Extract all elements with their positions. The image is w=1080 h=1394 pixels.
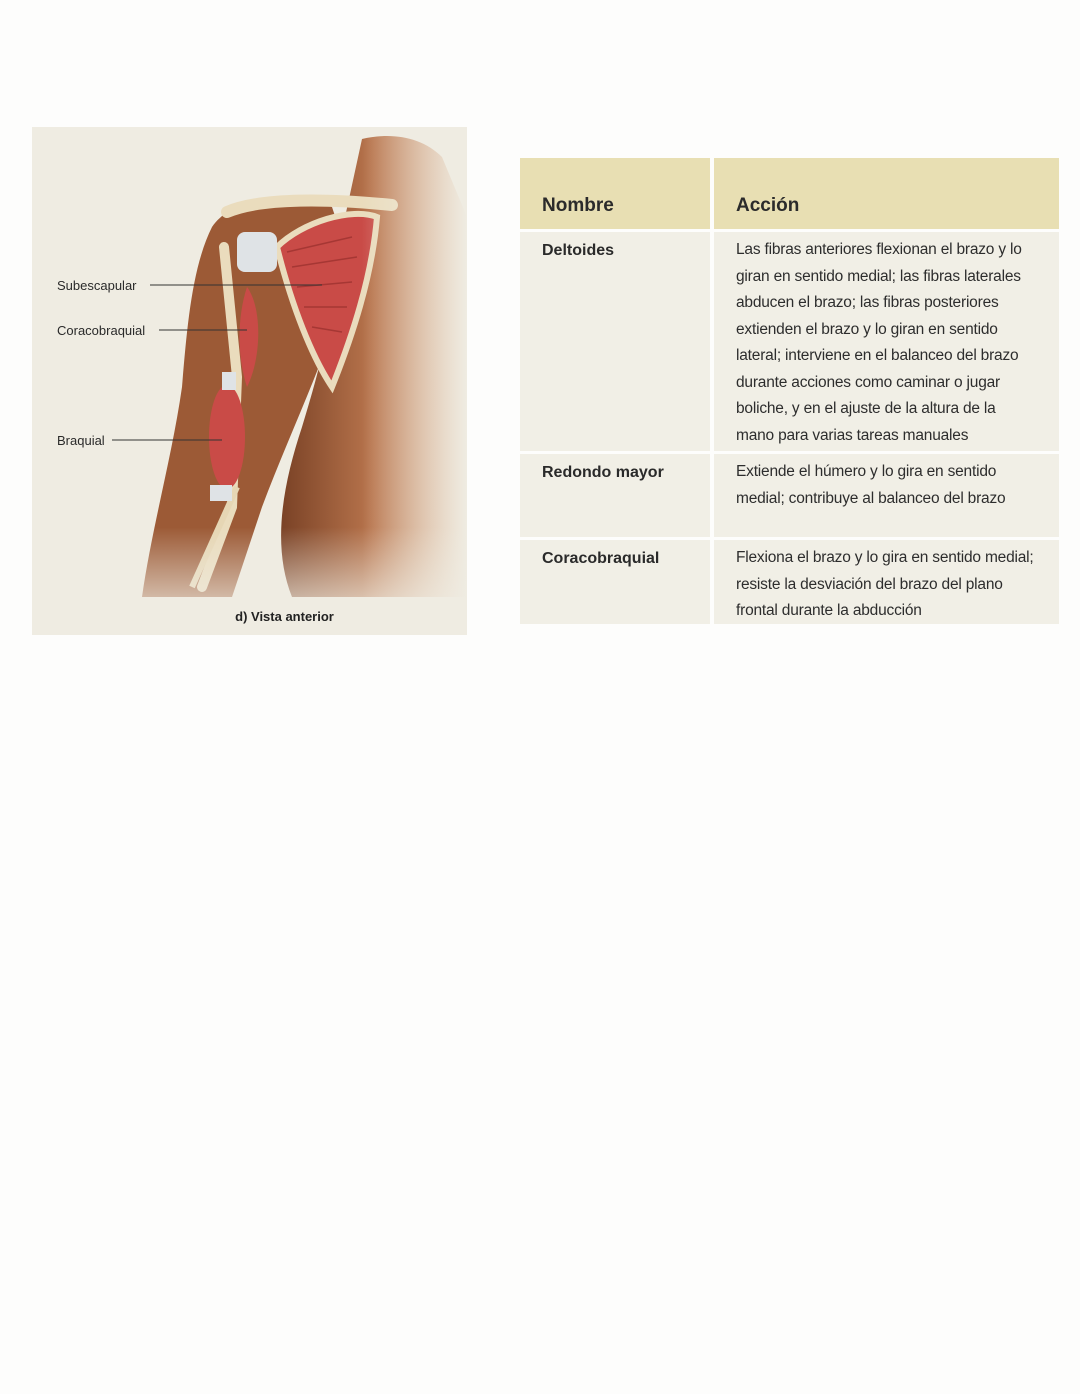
muscle-table <box>520 158 1059 624</box>
label-coracobraquial: Coracobraquial <box>57 323 146 338</box>
row-name: Coracobraquial <box>520 540 714 624</box>
row-action: Extiende el húmero y lo gira en sentido medial; contribuye al balanceo del brazo <box>736 463 1006 507</box>
row-action: Las fibras anteriores flexionan el brazo y lo giran en sentido medial; las fibras laterales abducen el brazo; las fibras posteriores extienden el brazo y lo giran en sentido lateral; interviene en el balanceo del brazo durante acciones como caminar o jugar boliche, y en el ajuste de la altura de la mano para varias tareas manuales <box>736 241 1022 444</box>
header-name: Nombre <box>520 158 714 229</box>
label-braquial: Braquial <box>57 433 105 448</box>
table-row <box>520 451 1059 537</box>
row-name: Deltoides <box>520 232 714 451</box>
arm-illustration <box>32 127 467 635</box>
table-header-row <box>520 158 1059 229</box>
row-action: Flexiona el brazo y lo gira en sentido medial; resiste la desviación del brazo del plano frontal durante la abducción <box>736 549 1034 619</box>
row-name: Redondo mayor <box>520 454 714 537</box>
anatomy-figure <box>32 127 467 635</box>
table-row <box>520 229 1059 451</box>
figure-caption: d) Vista anterior <box>235 609 334 624</box>
header-action: Acción <box>736 195 800 216</box>
label-subescapular: Subescapular <box>57 278 137 293</box>
table-row <box>520 537 1059 624</box>
